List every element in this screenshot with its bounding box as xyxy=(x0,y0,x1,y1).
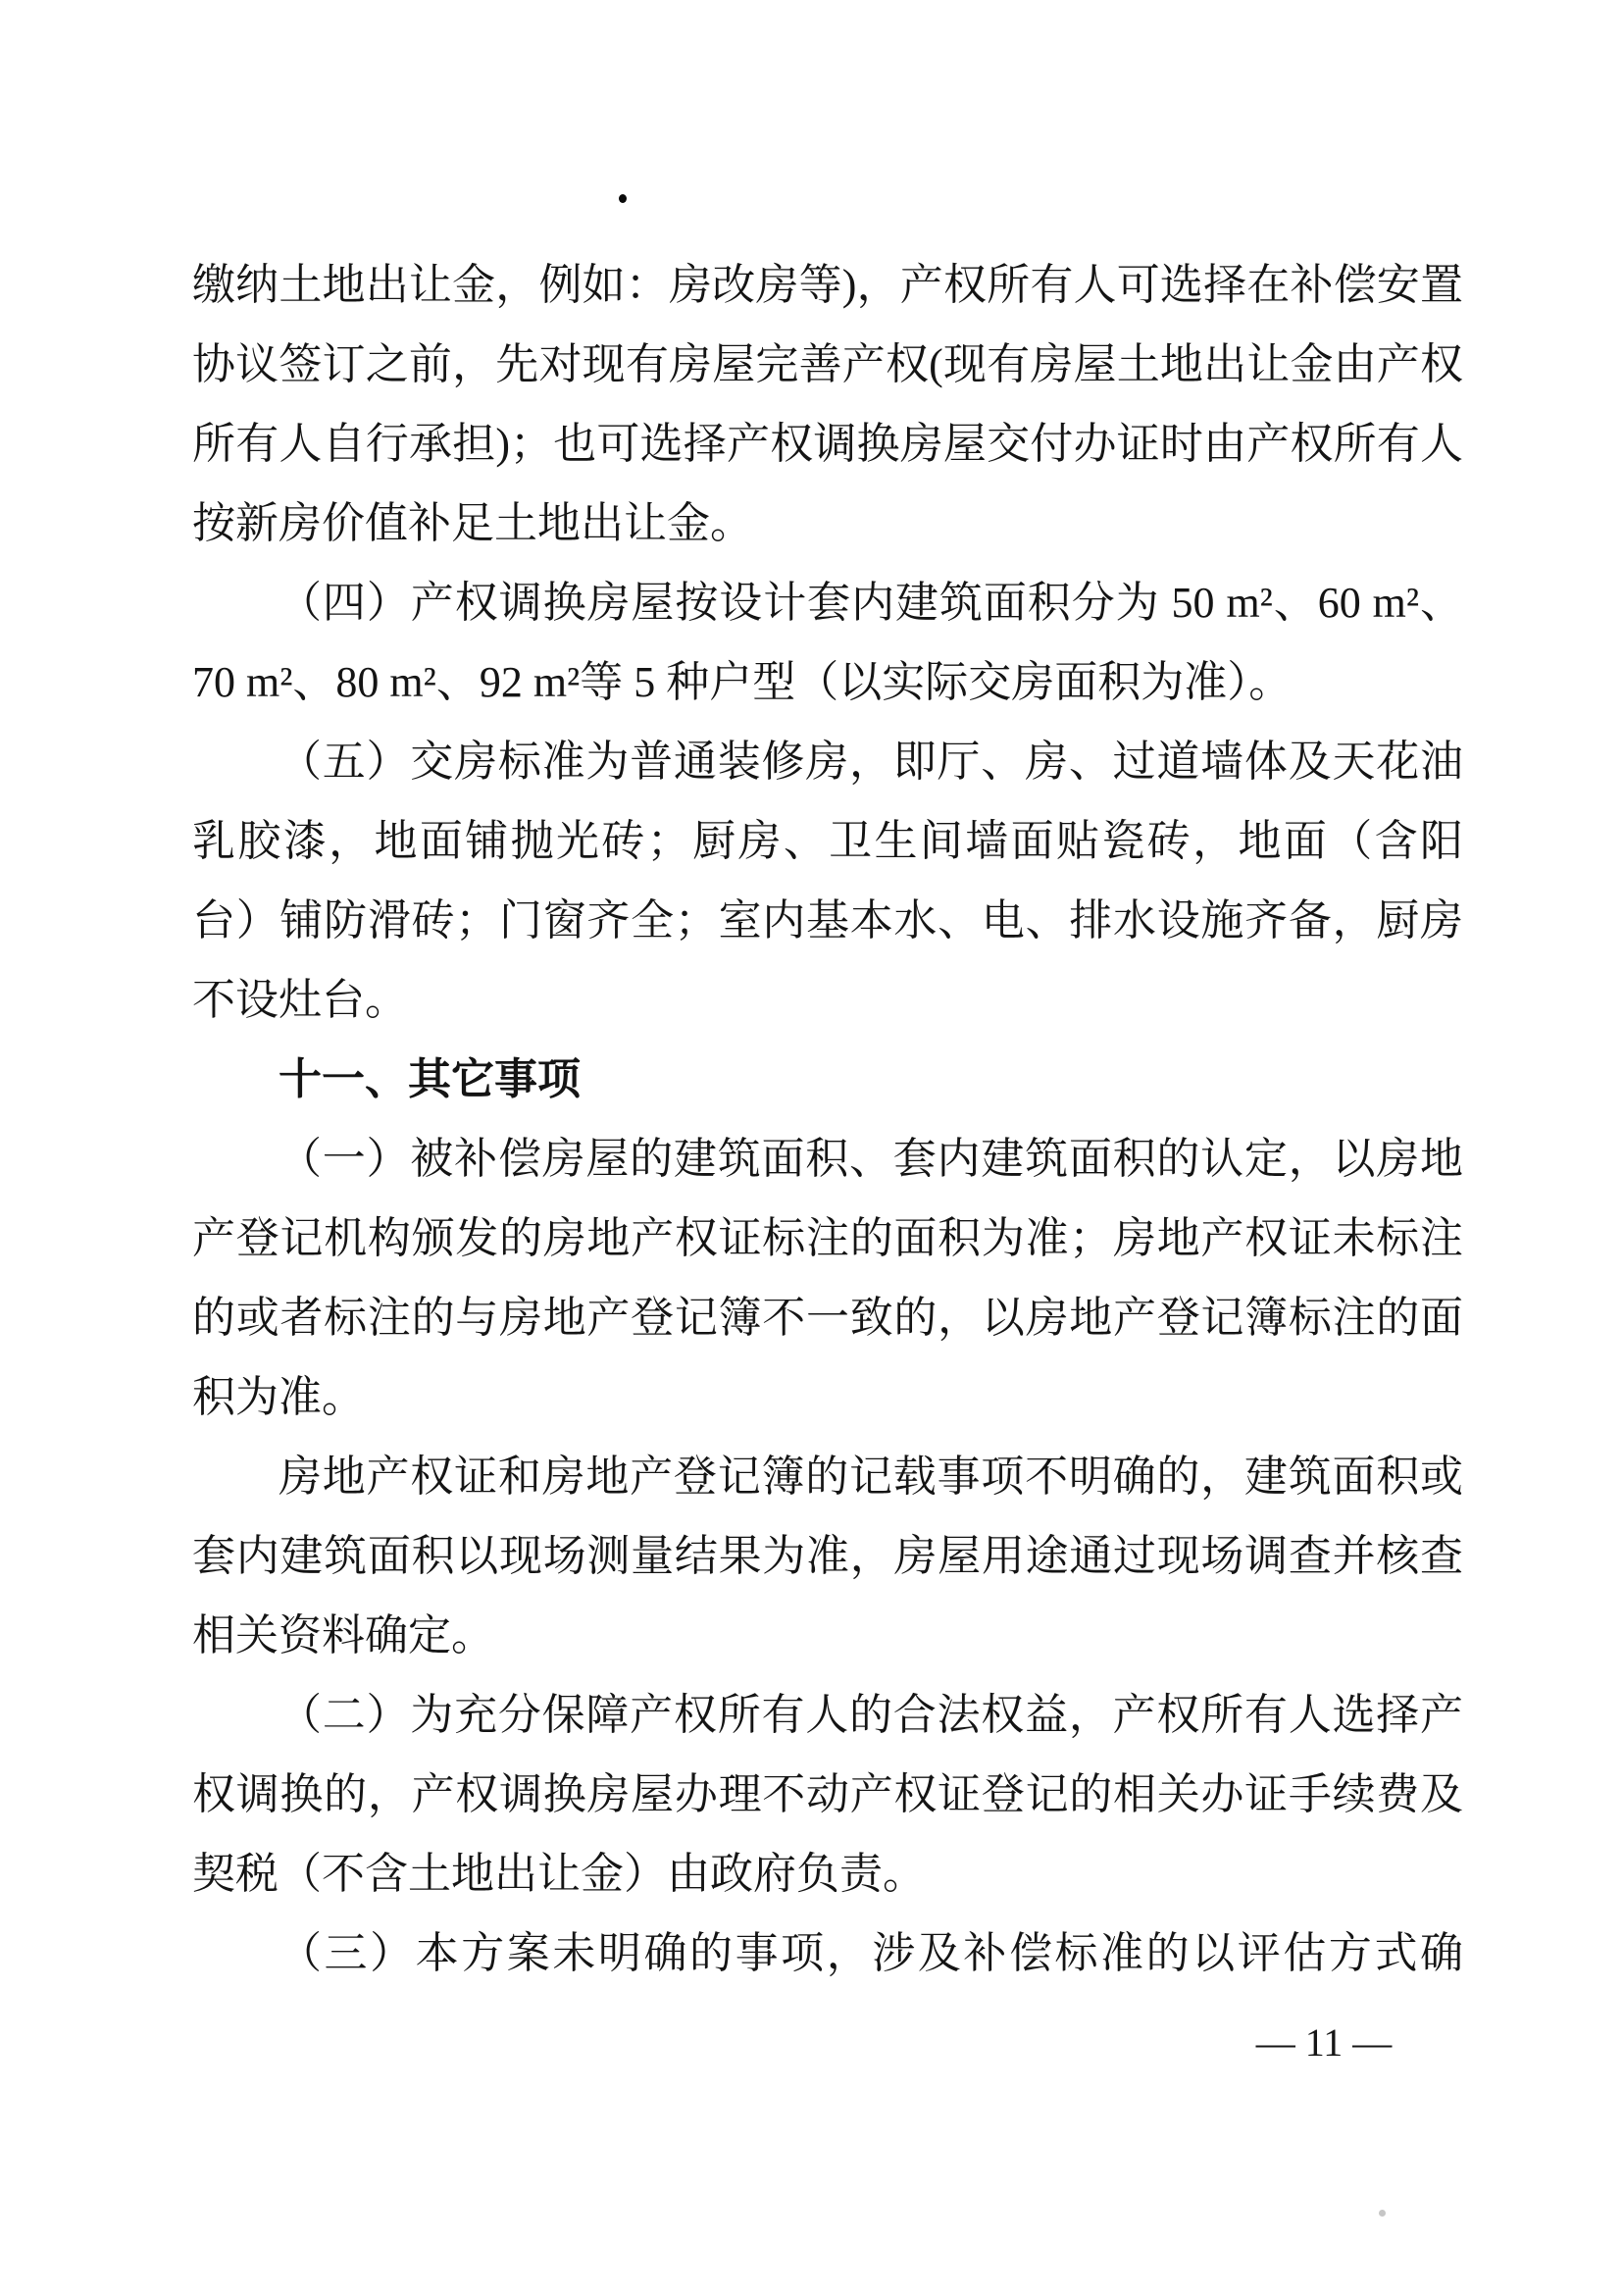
paragraph-item-one: （一）被补偿房屋的建筑面积、套内建筑面积的认定，以房地产登记机构颁发的房地产权证标注的面积为准；房地产权证未标注的或者标注的与房地产登记簿不一致的，以房地产登记簿标注的面积为准。 xyxy=(192,1135,1463,1421)
page-number: — 11 — xyxy=(1255,2020,1393,2065)
paragraph-item-five: （五）交房标准为普通装修房，即厅、房、过道墙体及天花油乳胶漆，地面铺抛光砖；厨房、卫生间墙面贴瓷砖，地面（含阳台）铺防滑砖；门窗齐全；室内基本水、电、排水设施齐备，厨房不设灶台。 xyxy=(192,738,1463,1024)
paragraph-body-registry: 房地产权证和房地产登记簿的记载事项不明确的，建筑面积或套内建筑面积以现场测量结果为准，房屋用途通过现场调查并核查相关资料确定。 xyxy=(192,1453,1463,1659)
section-heading-eleven: 十一、其它事项 xyxy=(279,1055,581,1103)
document-body xyxy=(192,245,1463,1993)
scan-speck-bottom xyxy=(1379,2210,1386,2217)
scan-speck-top xyxy=(619,194,627,203)
paragraph-item-four: （四）产权调换房屋按设计套内建筑面积分为 50 m²、60 m²、70 m²、80 m²、92 m²等 5 种户型（以实际交房面积为准）。 xyxy=(192,579,1463,706)
paragraph-item-two: （二）为充分保障产权所有人的合法权益，产权所有人选择产权调换的，产权调换房屋办理不动产权证登记的相关办证手续费及契税（不含土地出让金）由政府负责。 xyxy=(192,1691,1463,1898)
paragraph-item-three-partial: （三）本方案未明确的事项，涉及补偿标准的以评估方式确 xyxy=(279,1929,1463,1977)
paragraph-intro-continuation: 缴纳土地出让金，例如：房改房等)，产权所有人可选择在补偿安置协议签订之前，先对现有房屋完善产权(现有房屋土地出让金由产权所有人自行承担)；也可选择产权调换房屋交付办证时由产权所有人按新房价值补足土地出让金。 xyxy=(192,261,1463,547)
